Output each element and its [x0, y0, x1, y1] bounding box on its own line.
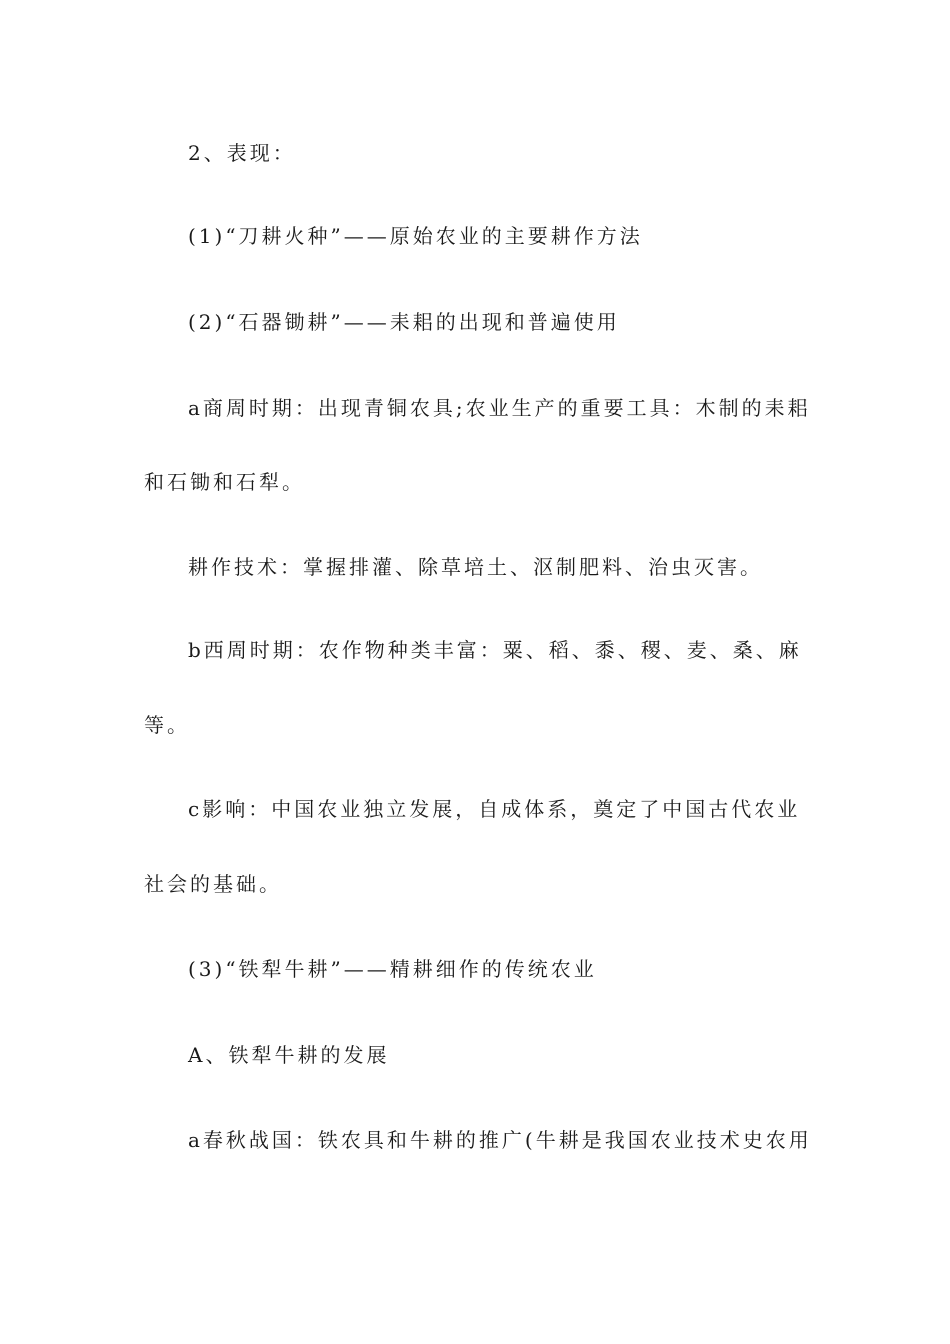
section-heading: 2、表现： — [188, 141, 296, 165]
paragraph-line: (3)“铁犁牛耕”——精耕细作的传统农业 — [188, 957, 597, 981]
paragraph-line: a商周时期：出现青铜农具;农业生产的重要工具：木制的耒耜 — [188, 396, 811, 420]
paragraph-line: c影响：中国农业独立发展，自成体系，奠定了中国古代农业 — [188, 797, 801, 821]
paragraph-line: a春秋战国：铁农具和牛耕的推广(牛耕是我国农业技术史农用 — [188, 1128, 812, 1152]
paragraph-line: A、铁犁牛耕的发展 — [188, 1043, 390, 1067]
paragraph-line: 社会的基础。 — [144, 872, 282, 896]
paragraph-line: (2)“石器锄耕”——耒耜的出现和普遍使用 — [188, 310, 620, 334]
paragraph-line: 和石锄和石犁。 — [144, 470, 305, 494]
paragraph-line: (1)“刀耕火种”——原始农业的主要耕作方法 — [188, 224, 643, 248]
paragraph-line: 耕作技术：掌握排灌、除草培土、沤制肥料、治虫灭害。 — [188, 555, 763, 579]
paragraph-line: b西周时期：农作物种类丰富：粟、稻、黍、稷、麦、桑、麻 — [188, 638, 802, 662]
paragraph-line: 等。 — [144, 713, 190, 737]
